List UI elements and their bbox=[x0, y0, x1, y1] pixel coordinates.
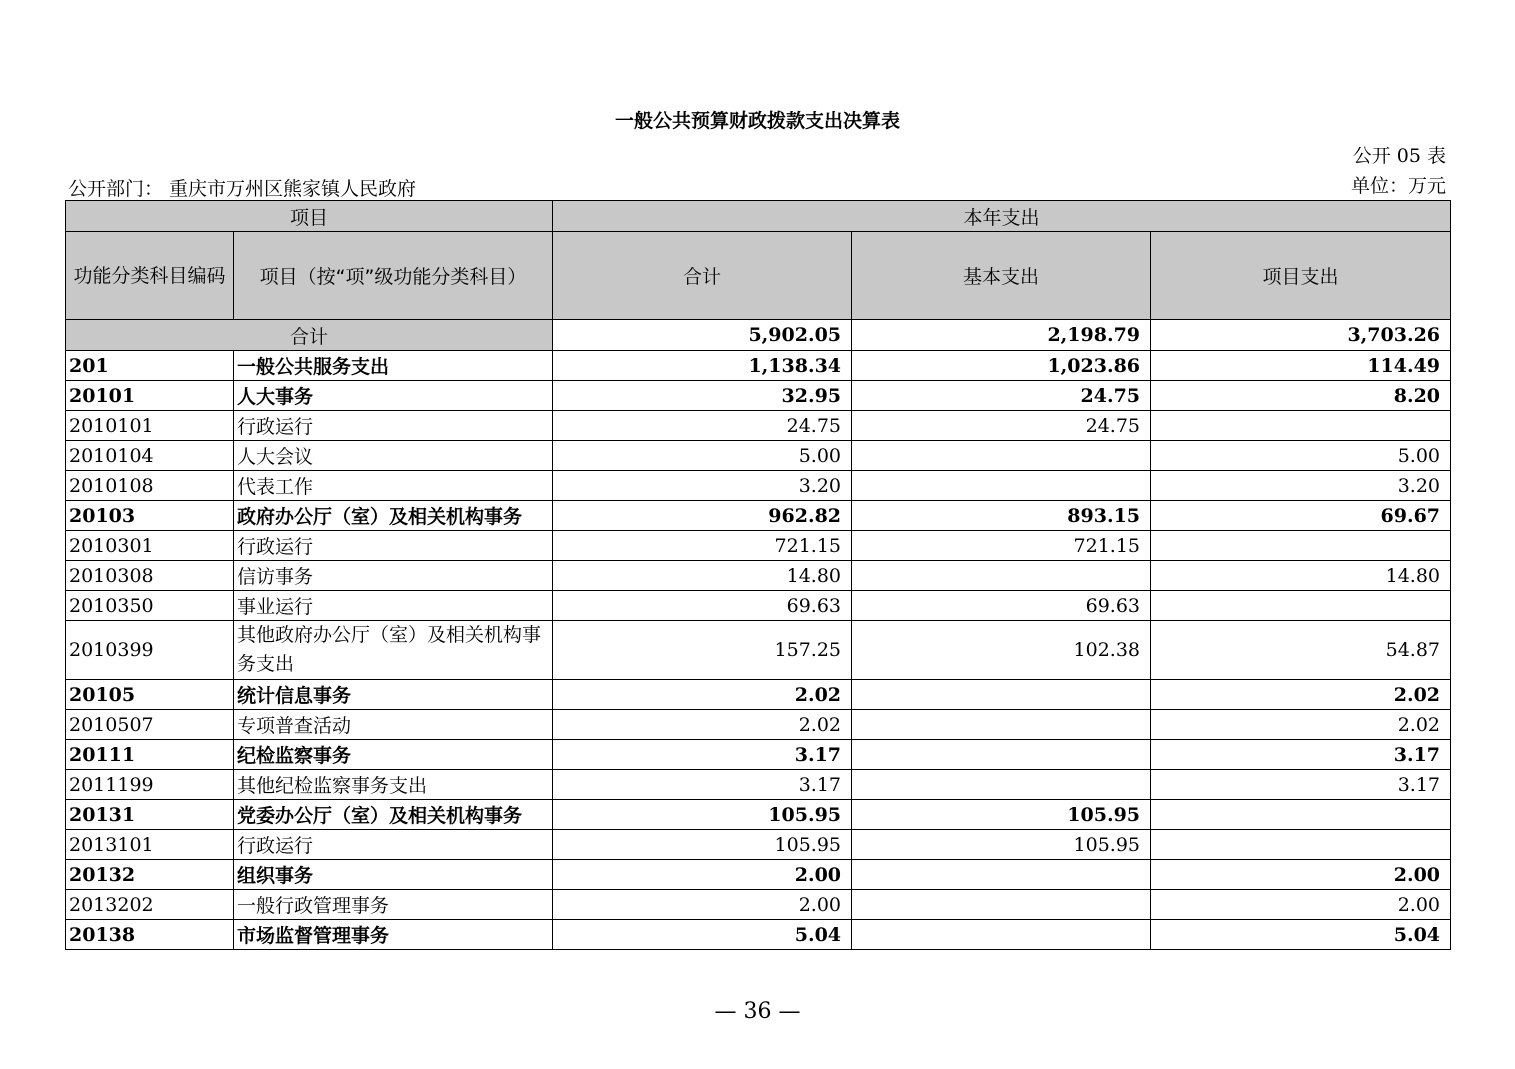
table-row bbox=[66, 860, 1451, 890]
row-project: 2.02 bbox=[1151, 710, 1451, 740]
row-project: 14.80 bbox=[1151, 561, 1451, 591]
row-basic: 1,023.86 bbox=[852, 351, 1151, 381]
row-code: 20101 bbox=[66, 381, 234, 411]
form-number: 公开 05 表 bbox=[1352, 145, 1446, 167]
row-project: 8.20 bbox=[1151, 381, 1451, 411]
row-code: 20111 bbox=[66, 740, 234, 770]
row-basic bbox=[852, 710, 1151, 740]
row-total: 3.20 bbox=[553, 471, 852, 501]
row-project: 5.00 bbox=[1151, 441, 1451, 471]
table-row bbox=[66, 351, 1451, 381]
row-project: 2.00 bbox=[1151, 890, 1451, 920]
table-row bbox=[66, 740, 1451, 770]
row-name: 一般行政管理事务 bbox=[234, 890, 553, 920]
row-total: 69.63 bbox=[553, 591, 852, 621]
row-total: 3.17 bbox=[553, 770, 852, 800]
row-name: 党委办公厅（室）及相关机构事务 bbox=[234, 800, 553, 830]
department-label: 公开部门： 重庆市万州区熊家镇人民政府 bbox=[68, 178, 417, 200]
row-name: 其他政府办公厅（室）及相关机构事务支出 bbox=[234, 621, 553, 680]
row-code: 20132 bbox=[66, 860, 234, 890]
row-total: 105.95 bbox=[553, 830, 852, 860]
row-total: 5.00 bbox=[553, 441, 852, 471]
row-total: 2.02 bbox=[553, 710, 852, 740]
row-project bbox=[1151, 800, 1451, 830]
row-project: 3.17 bbox=[1151, 770, 1451, 800]
table-row bbox=[66, 770, 1451, 800]
row-basic bbox=[852, 471, 1151, 501]
row-name: 人大会议 bbox=[234, 441, 553, 471]
page-number: — 36 — bbox=[714, 999, 801, 1024]
table-row bbox=[66, 920, 1451, 950]
row-project: 54.87 bbox=[1151, 621, 1451, 680]
row-code: 20138 bbox=[66, 920, 234, 950]
row-total: 3.17 bbox=[553, 740, 852, 770]
table-row bbox=[66, 531, 1451, 561]
row-basic bbox=[852, 920, 1151, 950]
row-project: 3.20 bbox=[1151, 471, 1451, 501]
row-total: 14.80 bbox=[553, 561, 852, 591]
row-code: 2010108 bbox=[66, 471, 234, 501]
row-code: 2010507 bbox=[66, 710, 234, 740]
header-name: 项目（按“项”级功能分类科目） bbox=[234, 232, 553, 320]
row-name: 专项普查活动 bbox=[234, 710, 553, 740]
row-project: 5.04 bbox=[1151, 920, 1451, 950]
row-name: 市场监督管理事务 bbox=[234, 920, 553, 950]
row-code: 201 bbox=[66, 351, 234, 381]
total-sum: 5,902.05 bbox=[553, 320, 852, 351]
row-project: 2.02 bbox=[1151, 680, 1451, 710]
table-row bbox=[66, 561, 1451, 591]
header-total: 合计 bbox=[553, 232, 852, 320]
row-code: 20105 bbox=[66, 680, 234, 710]
header-project-expenditure: 项目支出 bbox=[1151, 232, 1451, 320]
row-name: 行政运行 bbox=[234, 411, 553, 441]
table-row bbox=[66, 501, 1451, 531]
expenditure-table bbox=[65, 200, 1451, 950]
row-code: 2013202 bbox=[66, 890, 234, 920]
row-basic: 24.75 bbox=[852, 411, 1151, 441]
table-title: 一般公共预算财政拨款支出决算表 bbox=[614, 110, 900, 132]
row-name: 其他纪检监察事务支出 bbox=[234, 770, 553, 800]
table-row bbox=[66, 680, 1451, 710]
table-row bbox=[66, 800, 1451, 830]
row-name: 行政运行 bbox=[234, 531, 553, 561]
row-basic: 105.95 bbox=[852, 800, 1151, 830]
row-project: 114.49 bbox=[1151, 351, 1451, 381]
row-code: 2010301 bbox=[66, 531, 234, 561]
table-row bbox=[66, 830, 1451, 860]
table-row bbox=[66, 411, 1451, 441]
row-code: 2010104 bbox=[66, 441, 234, 471]
row-project bbox=[1151, 591, 1451, 621]
row-basic bbox=[852, 770, 1151, 800]
row-name: 人大事务 bbox=[234, 381, 553, 411]
total-label: 合计 bbox=[66, 320, 553, 351]
row-code: 20131 bbox=[66, 800, 234, 830]
row-name: 统计信息事务 bbox=[234, 680, 553, 710]
row-project: 69.67 bbox=[1151, 501, 1451, 531]
row-code: 2010101 bbox=[66, 411, 234, 441]
row-basic: 721.15 bbox=[852, 531, 1151, 561]
row-name: 纪检监察事务 bbox=[234, 740, 553, 770]
row-basic bbox=[852, 860, 1151, 890]
row-total: 962.82 bbox=[553, 501, 852, 531]
row-total: 2.00 bbox=[553, 860, 852, 890]
row-basic bbox=[852, 890, 1151, 920]
row-basic: 24.75 bbox=[852, 381, 1151, 411]
row-name: 政府办公厅（室）及相关机构事务 bbox=[234, 501, 553, 531]
row-project: 3.17 bbox=[1151, 740, 1451, 770]
row-name: 事业运行 bbox=[234, 591, 553, 621]
row-total: 2.02 bbox=[553, 680, 852, 710]
row-total: 2.00 bbox=[553, 890, 852, 920]
row-total: 24.75 bbox=[553, 411, 852, 441]
row-basic: 69.63 bbox=[852, 591, 1151, 621]
row-basic bbox=[852, 441, 1151, 471]
row-basic bbox=[852, 561, 1151, 591]
header-code: 功能分类科目编码 bbox=[66, 232, 234, 320]
row-basic bbox=[852, 740, 1151, 770]
row-total: 32.95 bbox=[553, 381, 852, 411]
row-project bbox=[1151, 830, 1451, 860]
row-total: 1,138.34 bbox=[553, 351, 852, 381]
row-code: 2010308 bbox=[66, 561, 234, 591]
row-basic: 102.38 bbox=[852, 621, 1151, 680]
table-row bbox=[66, 710, 1451, 740]
header-basic: 基本支出 bbox=[852, 232, 1151, 320]
row-code: 20103 bbox=[66, 501, 234, 531]
row-total: 721.15 bbox=[553, 531, 852, 561]
header-project: 项目 bbox=[66, 201, 553, 232]
row-name: 行政运行 bbox=[234, 830, 553, 860]
table-row bbox=[66, 621, 1451, 680]
total-row bbox=[66, 320, 1451, 351]
row-total: 5.04 bbox=[553, 920, 852, 950]
row-code: 2011199 bbox=[66, 770, 234, 800]
table-row bbox=[66, 441, 1451, 471]
row-basic: 105.95 bbox=[852, 830, 1151, 860]
row-total: 105.95 bbox=[553, 800, 852, 830]
table-row bbox=[66, 890, 1451, 920]
row-name: 一般公共服务支出 bbox=[234, 351, 553, 381]
table-row bbox=[66, 591, 1451, 621]
row-code: 2010350 bbox=[66, 591, 234, 621]
unit-label: 单位：万元 bbox=[1350, 175, 1446, 197]
row-name: 组织事务 bbox=[234, 860, 553, 890]
row-name: 代表工作 bbox=[234, 471, 553, 501]
row-basic: 893.15 bbox=[852, 501, 1151, 531]
row-project bbox=[1151, 411, 1451, 441]
row-project bbox=[1151, 531, 1451, 561]
row-name: 信访事务 bbox=[234, 561, 553, 591]
total-project: 3,703.26 bbox=[1151, 320, 1451, 351]
row-code: 2010399 bbox=[66, 621, 234, 680]
row-code: 2013101 bbox=[66, 830, 234, 860]
row-total: 157.25 bbox=[553, 621, 852, 680]
row-basic bbox=[852, 680, 1151, 710]
table-row bbox=[66, 381, 1451, 411]
header-current-year: 本年支出 bbox=[553, 201, 1451, 232]
total-basic: 2,198.79 bbox=[852, 320, 1151, 351]
row-project: 2.00 bbox=[1151, 860, 1451, 890]
table-row bbox=[66, 471, 1451, 501]
